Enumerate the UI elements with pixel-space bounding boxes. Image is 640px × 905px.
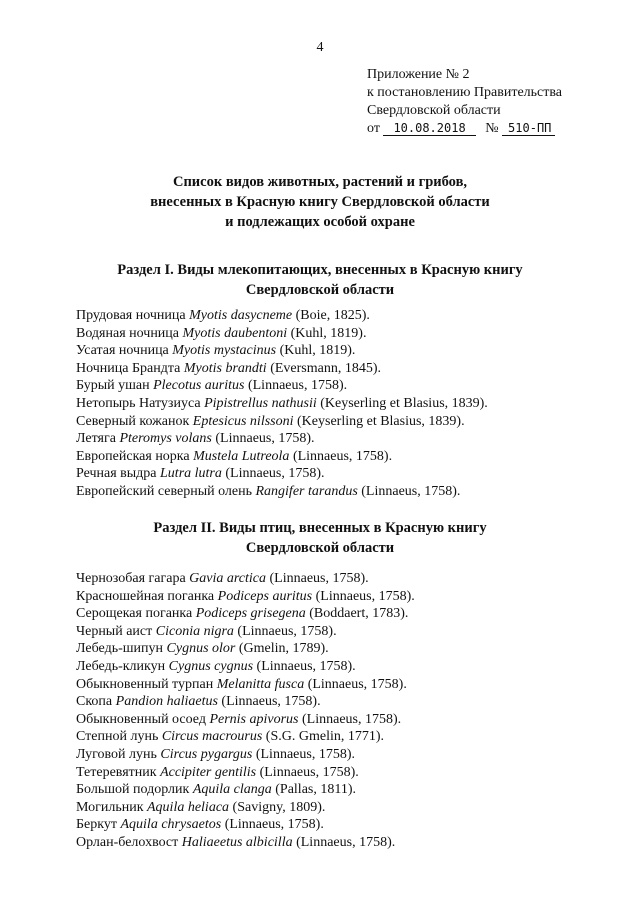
species-latin-name: Podiceps auritus bbox=[217, 588, 313, 604]
date-prefix: от bbox=[367, 121, 380, 136]
species-russian-name: Орлан-белохвост bbox=[76, 834, 179, 850]
species-item bbox=[76, 834, 415, 852]
species-item bbox=[76, 693, 415, 711]
species-russian-name: Речная выдра bbox=[76, 466, 157, 482]
species-russian-name: Большой подорлик bbox=[76, 782, 190, 798]
species-item bbox=[76, 728, 415, 746]
species-russian-name: Нетопырь Натузиуса bbox=[76, 395, 201, 411]
species-russian-name: Обыкновенный турпан bbox=[76, 676, 214, 692]
species-latin-name: Lutra lutra bbox=[160, 466, 222, 482]
species-author: (Linnaeus, 1758). bbox=[255, 746, 355, 762]
species-item bbox=[76, 605, 415, 623]
section-1-heading-line-1: Раздел I. Виды млекопитающих, внесенных в Красную книгу bbox=[117, 262, 523, 278]
species-latin-name: Mustela Lutreola bbox=[193, 448, 290, 464]
species-latin-name: Haliaeetus albicilla bbox=[181, 834, 293, 850]
species-russian-name: Бурый ушан bbox=[76, 378, 150, 394]
species-latin-name: Pteromys volans bbox=[119, 431, 212, 447]
species-latin-name: Rangifer tarandus bbox=[255, 483, 358, 499]
species-author: (S.G. Gmelin, 1771). bbox=[265, 729, 385, 745]
species-russian-name: Усатая ночница bbox=[76, 343, 169, 359]
species-russian-name: Европейский северный олень bbox=[76, 483, 252, 499]
species-author: (Gmelin, 1789). bbox=[238, 641, 329, 657]
species-item bbox=[76, 781, 415, 799]
species-latin-name: Ciconia nigra bbox=[155, 623, 234, 639]
species-author: (Linnaeus, 1758). bbox=[221, 694, 321, 710]
species-author: (Kuhl, 1819). bbox=[290, 325, 367, 341]
species-latin-name: Eptesicus nilssoni bbox=[192, 413, 294, 429]
decree-date: 10.08.2018 bbox=[383, 122, 475, 136]
appendix-line-1: Приложение № 2 bbox=[367, 67, 470, 82]
species-russian-name: Беркут bbox=[76, 817, 117, 833]
species-latin-name: Melanitta fusca bbox=[216, 676, 305, 692]
species-author: (Boddaert, 1783). bbox=[309, 606, 409, 622]
species-russian-name: Ночница Брандта bbox=[76, 360, 181, 376]
species-item bbox=[76, 799, 415, 817]
species-item bbox=[76, 640, 415, 658]
species-author: (Linnaeus, 1758). bbox=[237, 623, 337, 639]
species-author: (Linnaeus, 1758). bbox=[361, 483, 461, 499]
species-item bbox=[76, 342, 488, 360]
species-item bbox=[76, 325, 488, 343]
species-author: (Linnaeus, 1758). bbox=[307, 676, 407, 692]
species-latin-name: Myotis daubentoni bbox=[182, 325, 288, 341]
species-latin-name: Pipistrellus nathusii bbox=[204, 395, 317, 411]
species-item bbox=[76, 816, 415, 834]
species-latin-name: Podiceps grisegena bbox=[195, 606, 306, 622]
species-latin-name: Gavia arctica bbox=[189, 571, 267, 586]
species-author: (Keyserling et Blasius, 1839). bbox=[297, 413, 465, 429]
section-2-heading bbox=[0, 518, 640, 558]
species-latin-name: Pernis apivorus bbox=[209, 711, 299, 727]
species-russian-name: Скопа bbox=[76, 694, 113, 710]
species-russian-name: Чернозобая гагара bbox=[76, 571, 186, 586]
species-author: (Boie, 1825). bbox=[295, 308, 370, 323]
species-item bbox=[76, 413, 488, 431]
species-item bbox=[76, 764, 415, 782]
section-2-species-list bbox=[76, 570, 415, 852]
species-latin-name: Plecotus auritus bbox=[153, 378, 245, 394]
section-1-heading-line-2: Свердловской области bbox=[245, 282, 395, 298]
species-russian-name: Тетеревятник bbox=[76, 764, 157, 780]
species-item bbox=[76, 360, 488, 378]
species-item bbox=[76, 430, 488, 448]
title-line-2: внесенных в Красную книгу Свердловской области bbox=[150, 194, 490, 210]
species-item bbox=[76, 711, 415, 729]
species-russian-name: Лебедь-шипун bbox=[76, 641, 164, 657]
species-russian-name: Серощекая поганка bbox=[76, 606, 193, 622]
appendix-block bbox=[367, 66, 562, 138]
decree-number: 510-ПП bbox=[502, 122, 555, 136]
species-item bbox=[76, 676, 415, 694]
appendix-line-2: к постановлению Правительства bbox=[367, 85, 563, 100]
species-russian-name: Северный кожанок bbox=[76, 413, 190, 429]
species-russian-name: Летяга bbox=[76, 431, 116, 447]
species-russian-name: Лебедь-кликун bbox=[76, 658, 166, 674]
species-item bbox=[76, 658, 415, 676]
species-author: (Linnaeus, 1758). bbox=[224, 817, 324, 833]
species-latin-name: Circus macrourus bbox=[161, 729, 263, 745]
species-author: (Linnaeus, 1758). bbox=[256, 658, 356, 674]
section-1-heading bbox=[0, 260, 640, 300]
species-author: (Linnaeus, 1758). bbox=[215, 431, 315, 447]
species-latin-name: Accipiter gentilis bbox=[160, 764, 257, 780]
species-latin-name: Aquila chrysaetos bbox=[120, 817, 222, 833]
title-line-1: Список видов животных, растений и грибов, bbox=[172, 174, 468, 190]
species-author: (Linnaeus, 1758). bbox=[247, 378, 348, 394]
number-prefix: № bbox=[485, 121, 499, 136]
species-russian-name: Обыкновенный осоед bbox=[76, 711, 206, 727]
species-item bbox=[76, 623, 415, 641]
species-author: (Linnaeus, 1758). bbox=[259, 764, 359, 780]
species-latin-name: Aquila heliaca bbox=[147, 799, 230, 815]
species-author: (Linnaeus, 1758). bbox=[296, 834, 396, 850]
species-item bbox=[76, 483, 488, 501]
species-author: (Kuhl, 1819). bbox=[279, 343, 356, 359]
section-2-heading-line-1: Раздел II. Виды птиц, внесенных в Красную книгу bbox=[153, 520, 487, 536]
species-item bbox=[76, 307, 488, 325]
species-item bbox=[76, 465, 488, 483]
species-latin-name: Pandion haliaetus bbox=[115, 694, 218, 710]
species-latin-name: Aquila clanga bbox=[192, 782, 272, 798]
species-item bbox=[76, 395, 488, 413]
species-latin-name: Circus pygargus bbox=[160, 746, 253, 762]
section-1-species-list bbox=[76, 307, 488, 501]
species-item bbox=[76, 588, 415, 606]
species-item bbox=[76, 746, 415, 764]
species-latin-name: Myotis brandti bbox=[183, 360, 267, 376]
species-russian-name: Могильник bbox=[76, 799, 144, 815]
species-item bbox=[76, 377, 488, 395]
species-latin-name: Myotis mystacinus bbox=[172, 343, 277, 359]
species-latin-name: Cygnus cygnus bbox=[168, 658, 254, 674]
species-russian-name: Европейская норка bbox=[76, 448, 190, 464]
species-russian-name: Красношейная поганка bbox=[76, 588, 215, 604]
page-number: 4 bbox=[316, 40, 324, 55]
species-author: (Linnaeus, 1758). bbox=[225, 466, 325, 482]
species-russian-name: Черный аист bbox=[76, 623, 153, 639]
section-2-heading-line-2: Свердловской области bbox=[245, 540, 395, 556]
species-author: (Linnaeus, 1758). bbox=[269, 571, 369, 586]
species-item bbox=[76, 570, 415, 588]
species-author: (Linnaeus, 1758). bbox=[302, 711, 402, 727]
species-author: (Linnaeus, 1758). bbox=[292, 448, 393, 464]
species-author: (Savigny, 1809). bbox=[232, 799, 326, 815]
species-author: (Keyserling et Blasius, 1839). bbox=[320, 395, 488, 411]
appendix-date-line bbox=[367, 120, 562, 138]
species-russian-name: Луговой лунь bbox=[76, 746, 157, 762]
species-russian-name: Водяная ночница bbox=[76, 325, 180, 341]
species-item bbox=[76, 448, 488, 466]
title-line-3: и подлежащих особой охране bbox=[225, 214, 415, 230]
document-title bbox=[0, 172, 640, 232]
appendix-line-3: Свердловской области bbox=[367, 103, 501, 118]
species-russian-name: Степной лунь bbox=[76, 729, 159, 745]
species-latin-name: Cygnus olor bbox=[166, 641, 236, 657]
species-author: (Eversmann, 1845). bbox=[270, 360, 382, 376]
species-author: (Linnaeus, 1758). bbox=[315, 588, 415, 604]
species-russian-name: Прудовая ночница bbox=[76, 308, 186, 323]
species-latin-name: Myotis dasycneme bbox=[189, 308, 293, 323]
species-author: (Pallas, 1811). bbox=[275, 782, 356, 798]
